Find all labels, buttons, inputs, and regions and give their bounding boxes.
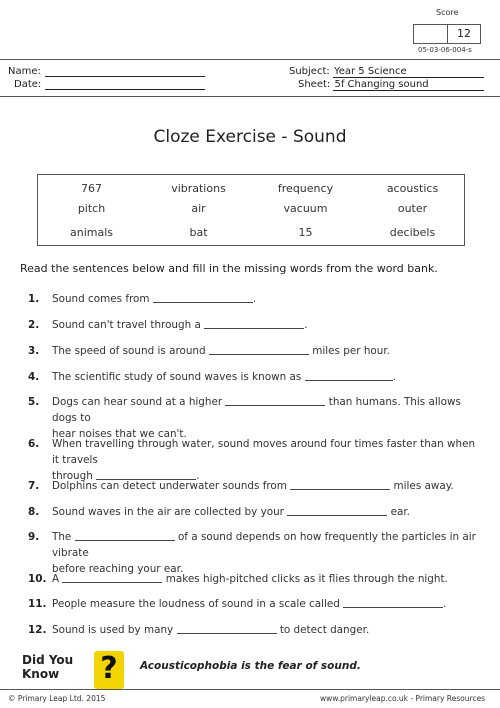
question-11 bbox=[28, 596, 478, 612]
question-4 bbox=[28, 369, 478, 385]
question-text: . bbox=[443, 598, 447, 610]
question-text: makes high-pitched clicks as it flies through the night. bbox=[165, 573, 448, 585]
page-title: Cloze Exercise - Sound bbox=[153, 127, 347, 147]
answer-blank[interactable] bbox=[75, 529, 175, 541]
bank-word: decibels bbox=[389, 226, 436, 239]
footer-website: www.primaryleap.co.uk - Primary Resources bbox=[320, 694, 486, 703]
question-text: Dogs can hear sound at a higher bbox=[52, 396, 223, 408]
question-text: . bbox=[392, 371, 396, 383]
question-text: ear. bbox=[390, 506, 410, 518]
question-text: miles away. bbox=[393, 480, 454, 492]
word-bank bbox=[37, 174, 465, 246]
question-text: Sound comes from bbox=[52, 293, 150, 305]
date-label: Date: bbox=[14, 79, 42, 90]
question-text: A bbox=[52, 573, 60, 585]
question-text: than humans. This allows dogs to bbox=[52, 396, 461, 424]
subject-value: Year 5 Science bbox=[333, 66, 484, 78]
name-row bbox=[8, 66, 205, 77]
did-you-know-badge bbox=[22, 653, 137, 687]
score-value: 12 bbox=[457, 27, 471, 40]
question-text: Sound is used by many bbox=[52, 624, 174, 636]
question-number: 5. bbox=[28, 396, 40, 408]
sheet-label: Sheet: bbox=[298, 79, 331, 90]
did-you-know-fact: Acousticophobia is the fear of sound. bbox=[140, 660, 361, 672]
name-field[interactable] bbox=[45, 66, 205, 77]
answer-blank[interactable] bbox=[209, 343, 309, 355]
question-text: People measure the loudness of sound in a scale called bbox=[52, 598, 340, 610]
bank-word: animals bbox=[69, 226, 113, 239]
question-number: 1. bbox=[28, 293, 40, 305]
answer-blank[interactable] bbox=[62, 571, 162, 583]
question-text: The scientific study of sound waves is known as bbox=[52, 371, 302, 383]
question-number: 7. bbox=[28, 480, 40, 492]
answer-blank[interactable] bbox=[177, 622, 277, 634]
question-text: . bbox=[196, 470, 200, 482]
question-text: to detect danger. bbox=[279, 624, 370, 636]
answer-blank[interactable] bbox=[204, 317, 304, 329]
question-text: hear noises that we can't. bbox=[52, 428, 187, 440]
footer-divider bbox=[0, 689, 500, 690]
bank-word: vibrations bbox=[171, 182, 226, 195]
question-8 bbox=[28, 504, 478, 520]
answer-blank[interactable] bbox=[287, 504, 387, 516]
question-7 bbox=[28, 478, 478, 494]
score-label: Score bbox=[436, 8, 459, 17]
footer-copyright: © Primary Leap Ltd. 2015 bbox=[8, 694, 106, 703]
question-number: 12. bbox=[28, 624, 47, 636]
answer-blank[interactable] bbox=[343, 596, 443, 608]
bank-word: 15 bbox=[298, 226, 313, 239]
question-text: Dolphins can detect underwater sounds from bbox=[52, 480, 287, 492]
bank-word: frequency bbox=[277, 182, 334, 195]
question-mark-icon: ? bbox=[94, 651, 124, 689]
question-number: 9. bbox=[28, 531, 40, 543]
sheet-row bbox=[298, 79, 484, 91]
question-5 bbox=[28, 394, 478, 442]
bank-word: acoustics bbox=[386, 182, 439, 195]
question-text: . bbox=[304, 319, 308, 331]
question-12 bbox=[28, 622, 478, 638]
question-text: The speed of sound is around bbox=[52, 345, 206, 357]
question-number: 2. bbox=[28, 319, 40, 331]
question-6 bbox=[28, 436, 478, 484]
question-text: . bbox=[252, 293, 257, 305]
did-you-know-line2: Know bbox=[22, 667, 60, 681]
question-10 bbox=[28, 571, 478, 587]
question-number: 3. bbox=[28, 345, 40, 357]
did-you-know-line1: Did You bbox=[22, 653, 74, 667]
name-label: Name: bbox=[8, 66, 41, 77]
question-text: When travelling through water, sound moves around four times faster than when it travels bbox=[52, 438, 476, 466]
answer-blank[interactable] bbox=[305, 369, 393, 381]
answer-blank[interactable] bbox=[153, 291, 253, 303]
date-row bbox=[14, 79, 205, 90]
question-number: 8. bbox=[28, 506, 40, 518]
question-number: 11. bbox=[28, 598, 47, 610]
answer-blank[interactable] bbox=[290, 478, 390, 490]
bank-word: pitch bbox=[77, 202, 106, 215]
date-field[interactable] bbox=[45, 79, 205, 90]
question-text: of a sound depends on how frequently the particles in air vibrate bbox=[52, 531, 476, 559]
sheet-code: 05-03-06-004-s bbox=[418, 46, 472, 54]
bank-word: air bbox=[191, 202, 206, 215]
instructions: Read the sentences below and fill in the missing words from the word bank. bbox=[20, 262, 438, 275]
score-empty-cell[interactable] bbox=[414, 25, 448, 43]
question-text: The bbox=[52, 531, 72, 543]
question-9 bbox=[28, 529, 478, 577]
header-divider-bottom bbox=[0, 96, 500, 97]
question-number: 4. bbox=[28, 371, 40, 383]
question-text: Sound can't travel through a bbox=[52, 319, 201, 331]
question-text: Sound waves in the air are collected by your bbox=[52, 506, 284, 518]
subject-row bbox=[289, 66, 484, 78]
sheet-value: 5f Changing sound bbox=[333, 79, 484, 91]
bank-word: vacuum bbox=[283, 202, 328, 215]
score-box bbox=[413, 24, 481, 44]
question-2 bbox=[28, 317, 478, 333]
header-divider-top bbox=[0, 59, 500, 60]
subject-label: Subject: bbox=[289, 66, 330, 77]
question-text: miles per hour. bbox=[312, 345, 390, 357]
question-text: through bbox=[52, 470, 93, 482]
bank-word: bat bbox=[189, 226, 208, 239]
question-1 bbox=[28, 291, 478, 307]
question-number: 6. bbox=[28, 438, 40, 450]
question-number: 10. bbox=[28, 573, 47, 585]
bank-word: outer bbox=[397, 202, 428, 215]
bank-word: 767 bbox=[81, 182, 102, 195]
question-text: before reaching your ear. bbox=[52, 563, 184, 575]
question-3 bbox=[28, 343, 478, 359]
answer-blank[interactable] bbox=[225, 394, 325, 406]
